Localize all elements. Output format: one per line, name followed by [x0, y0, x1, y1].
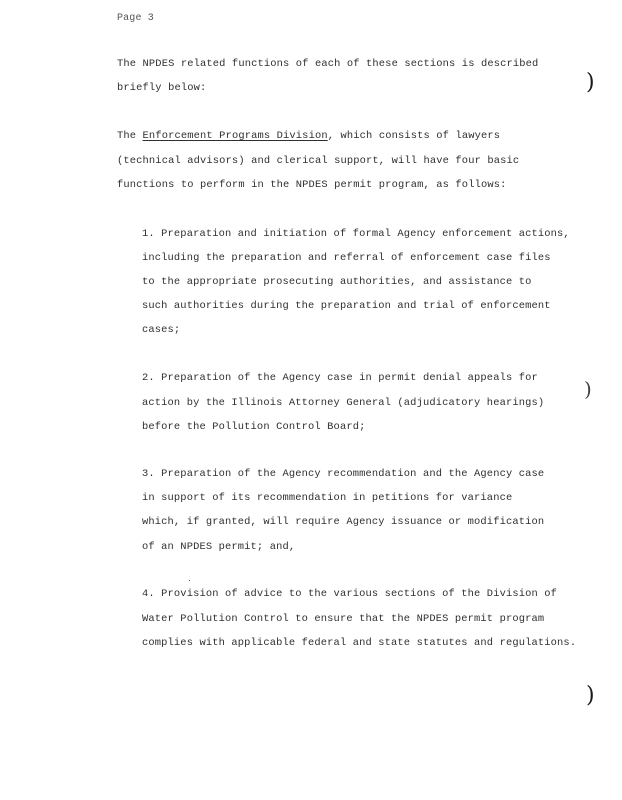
division-paragraph-line-2: (technical advisors) and clerical support, will have four basic [117, 155, 520, 167]
intro-line-1: The NPDES related functions of each of these sections is described [117, 58, 539, 70]
scan-speck [189, 580, 190, 581]
margin-bracket-mark-top: ) [586, 70, 595, 95]
intro-line-2: briefly below: [117, 82, 207, 94]
division-line-1-suffix: , which consists of lawyers [327, 130, 501, 142]
margin-bracket-mark-middle: ) [584, 377, 592, 401]
item-1-line-4: such authorities during the preparation and trial of enforcement [142, 300, 551, 312]
item-3-line-2: in support of its recommendation in petitions for variance [142, 492, 513, 504]
item-3-line-3: which, if granted, will require Agency issuance or modification [142, 516, 545, 528]
item-2-line-2: action by the Illinois Attorney General (adjudicatory hearings) [142, 397, 545, 409]
item-4-line-1: 4. Provision of advice to the various sections of the Division of [142, 588, 558, 600]
item-1-line-3: to the appropriate prosecuting authorities, and assistance to [142, 276, 532, 288]
item-1-line-2: including the preparation and referral of enforcement case files [142, 252, 551, 264]
item-4-line-3: complies with applicable federal and state statutes and regulations. [142, 637, 577, 649]
division-paragraph-line-3: functions to perform in the NPDES permit program, as follows: [117, 179, 507, 191]
division-paragraph-line-1 [117, 130, 500, 142]
item-2-line-3: before the Pollution Control Board; [142, 421, 366, 433]
page-number-header: Page 3 [117, 13, 154, 24]
item-1-line-5: cases; [142, 324, 181, 336]
division-prefix: The [117, 130, 143, 142]
margin-bracket-mark-bottom: ) [586, 683, 595, 708]
division-name: Enforcement Programs Division [142, 130, 328, 142]
item-3-line-1: 3. Preparation of the Agency recommendation and the Agency case [142, 468, 545, 480]
item-4-line-2: Water Pollution Control to ensure that the NPDES permit program [142, 613, 545, 625]
item-2-line-1: 2. Preparation of the Agency case in permit denial appeals for [142, 372, 538, 384]
item-3-line-4: of an NPDES permit; and, [142, 541, 296, 553]
item-1-line-1: 1. Preparation and initiation of formal Agency enforcement actions, [142, 228, 570, 240]
